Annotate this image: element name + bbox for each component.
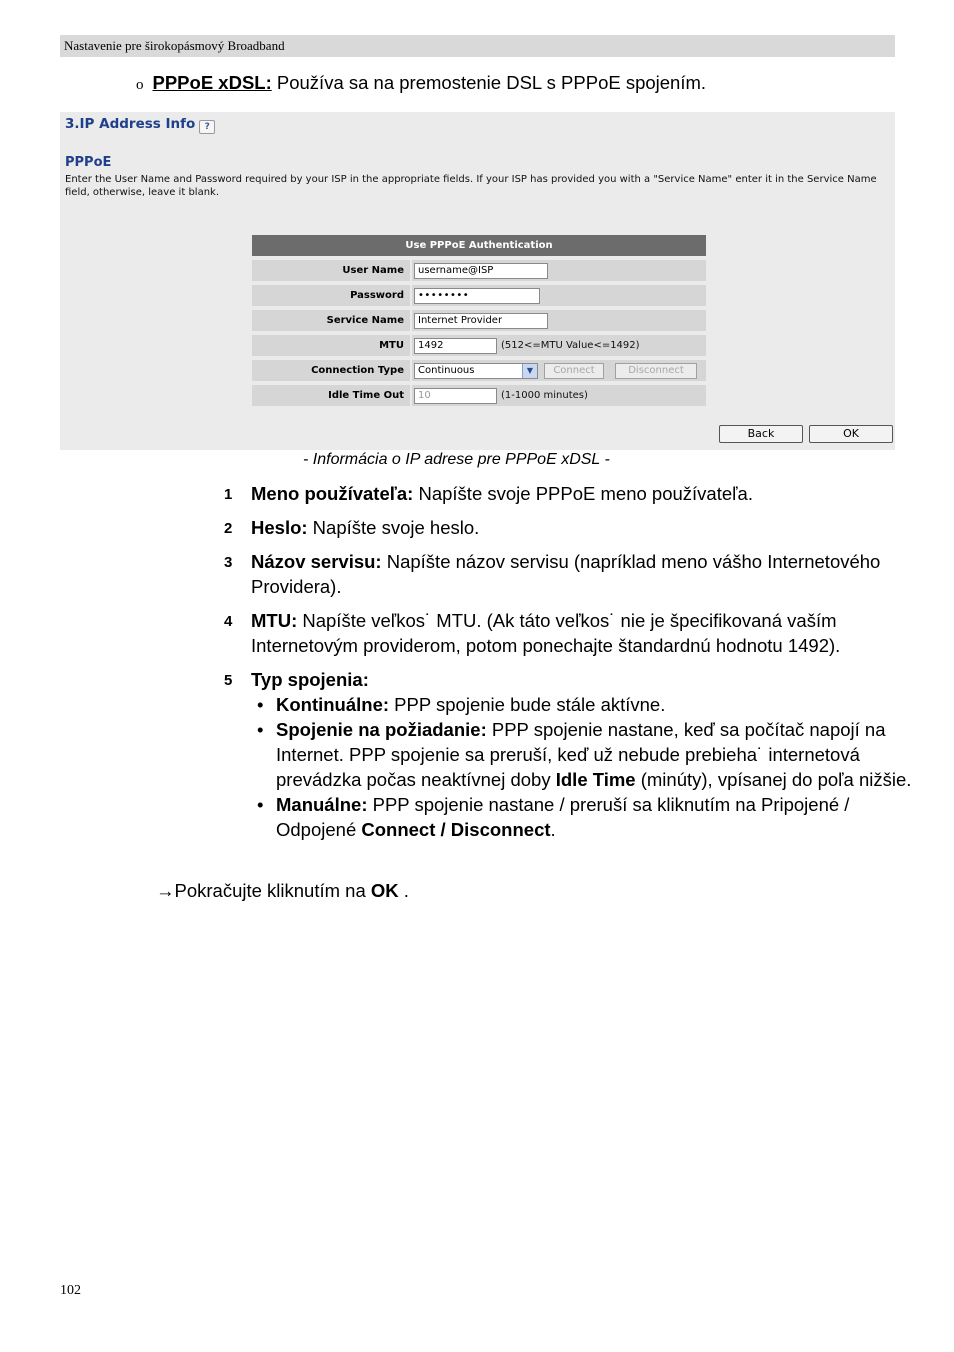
sub-list-item: • Manuálne: PPP spojenie nastane / preruší sa kliknutím na Pripojené / Odpojené Connect / Disconnect. (257, 794, 850, 840)
arrow-right-icon: → (156, 880, 175, 901)
label-connection-type: Connection Type (252, 360, 410, 381)
label-idle-time: Idle Time Out (252, 385, 410, 406)
pppoe-description: Enter the User Name and Password required by your ISP in the appropriate fields. If your ISP has provided you with a "Service Name" enter it in the Service Name field, otherwise, leave it blank. (65, 174, 877, 198)
panel-title: 3.IP Address Info ? (65, 116, 215, 134)
back-button[interactable]: Back (719, 425, 803, 443)
figure-caption: - Informácia o IP adrese pre PPPoE xDSL - (303, 451, 610, 468)
intro-line (136, 71, 706, 97)
chevron-down-icon: ▼ (522, 364, 537, 378)
auth-table-header: Use PPPoE Authentication (252, 235, 706, 256)
list-item: 2 Heslo: Napíšte svoje heslo. (224, 517, 480, 538)
row-user-name (252, 260, 706, 281)
list-item: 4 MTU: Napíšte veľkos˙ MTU. (Ak táto veľkos˙ nie je špecifikovaná vaším Internetovým providerom, potom ponechajte štandardnú hodnotu 1492). (224, 610, 841, 656)
idle-time-hint: (1-1000 minutes) (501, 390, 588, 401)
mtu-input[interactable]: 1492 (414, 338, 497, 354)
list-item: 3 Názov servisu: Napíšte názov servisu (napríklad meno vášho Internetového Providera). (224, 551, 881, 597)
intro-text: Používa sa na premostenie DSL s PPPoE spojením. (271, 72, 707, 93)
intro-term: PPPoE xDSL: (152, 72, 272, 93)
list-item: 1 Meno používateľa: Napíšte svoje PPPoE meno používateľa. (224, 483, 753, 504)
row-service-name (252, 310, 706, 331)
service-name-input[interactable]: Internet Provider (414, 313, 548, 329)
list-item: 5 Typ spojenia: (224, 669, 369, 690)
row-connection-type (252, 360, 706, 381)
ok-button[interactable]: OK (809, 425, 893, 443)
label-user-name: User Name (252, 260, 410, 281)
numbered-list (224, 481, 914, 842)
pppoe-auth-table (252, 235, 706, 406)
sub-list-item: • Kontinuálne: PPP spojenie bude stále aktívne. (257, 694, 666, 715)
label-service-name: Service Name (252, 310, 410, 331)
page-number: 102 (60, 1283, 81, 1298)
bullet-marker: o (136, 77, 144, 93)
connect-button[interactable]: Connect (544, 363, 604, 379)
user-name-input[interactable]: username@ISP (414, 263, 548, 279)
connection-type-select[interactable]: Continuous ▼ (414, 363, 538, 379)
sub-list-item: • Spojenie na požiadanie: PPP spojenie nastane, keď sa počítač napojí na Internet. PPP spojenie sa preruší, keď už nebude prebieha˙ internetová prevádzka počas neaktívnej doby Idle Time (minúty), vpísanej do poľa nižšie. (257, 719, 912, 790)
password-input[interactable]: •••••••• (414, 288, 540, 304)
row-password (252, 285, 706, 306)
pppoe-heading: PPPoE (65, 155, 112, 170)
label-password: Password (252, 285, 410, 306)
row-idle-time (252, 385, 706, 406)
idle-time-input[interactable]: 10 (414, 388, 497, 404)
disconnect-button[interactable]: Disconnect (615, 363, 697, 379)
mtu-hint: (512<=MTU Value<=1492) (501, 340, 640, 351)
label-mtu: MTU (252, 335, 410, 356)
row-mtu (252, 335, 706, 356)
continue-instruction: →Pokračujte kliknutím na OK . (156, 880, 409, 901)
help-icon[interactable]: ? (199, 120, 215, 134)
router-screenshot-panel (60, 112, 895, 450)
running-header: Nastavenie pre širokopásmový Broadband (60, 35, 895, 57)
